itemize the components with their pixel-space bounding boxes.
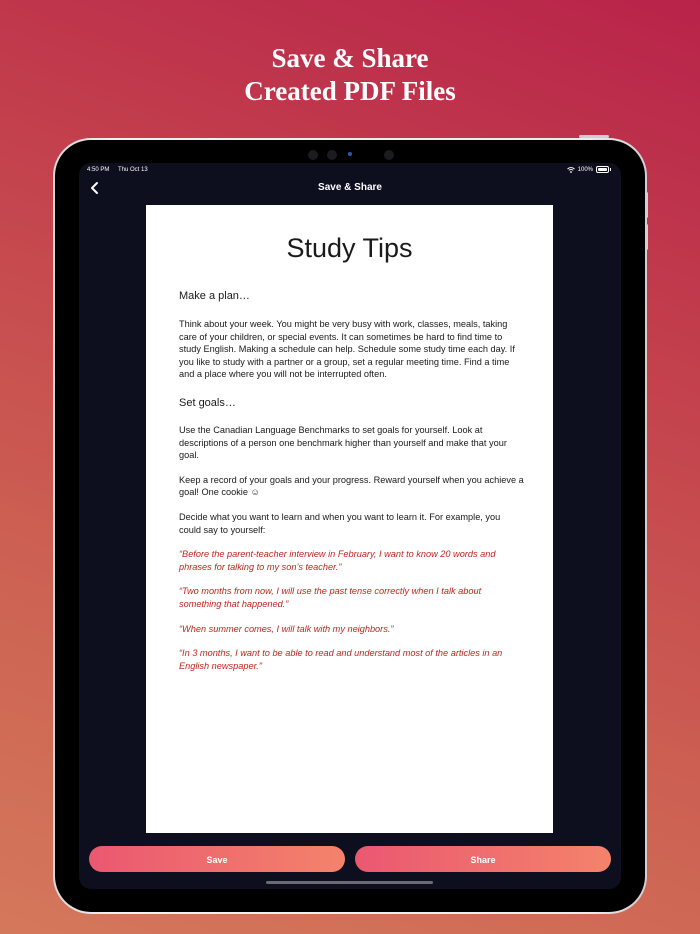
document-body	[179, 289, 524, 684]
camera-lens-icon	[327, 150, 337, 160]
paragraph-goals-1: Use the Canadian Language Benchmarks to set goals for yourself. Look at descriptions of a person one benchmark higher than yourself and make that your goal.	[179, 424, 507, 461]
promo-title-line-2: Created PDF Files	[244, 76, 456, 106]
share-button[interactable]: Share	[355, 846, 611, 872]
pdf-preview[interactable]	[146, 205, 553, 833]
camera-flash-icon	[384, 150, 394, 160]
quote-item: “Before the parent-teacher interview in February, I want to know 20 words and phrases for talking to my son’s teacher.”	[179, 549, 496, 572]
quote-item: “In 3 months, I want to be able to read and understand most of the articles in an English newspaper.”	[179, 648, 503, 671]
document-title: Study Tips	[286, 233, 413, 263]
save-button[interactable]: Save	[89, 846, 345, 872]
battery-percentage: 100%	[577, 166, 593, 173]
quote-item: “When summer comes, I will talk with my neighbors.”	[179, 623, 394, 634]
wifi-icon	[567, 167, 575, 173]
volume-down-button	[645, 224, 648, 250]
section-heading-plan: Make a plan…	[179, 290, 250, 302]
status-date: Thu Oct 13	[118, 167, 148, 173]
top-button	[579, 135, 609, 138]
paragraph-plan: Think about your week. You might be very busy with work, classes, meals, taking care of your children, or special events. It can sometimes be hard to find time to study English. Making a schedule can help. Schedule some study time each day. If you like to study with a partner or a group, set a regular meeting time. Find a time and a place where you will not be interrupted often.	[179, 319, 515, 380]
paragraph-goals-2: Keep a record of your goals and your progress. Reward yourself when you achieve a goal! One cookie ☺	[179, 474, 524, 498]
status-time: 4:50 PM	[87, 167, 110, 173]
status-bar	[79, 163, 621, 177]
camera-sensor-icon	[308, 150, 318, 160]
battery-icon	[596, 166, 609, 173]
paragraph-goals-3: Decide what you want to learn and when you want to learn it. For example, you could say to yourself:	[179, 511, 501, 535]
quote-item: “Two months from now, I will use the past tense correctly when I talk about something that happened.”	[179, 586, 482, 609]
status-indicators	[567, 166, 611, 173]
volume-up-button	[645, 192, 648, 218]
app-screen	[79, 163, 621, 889]
battery-tip	[610, 168, 611, 171]
battery-level	[598, 168, 607, 171]
section-heading-goals: Set goals…	[179, 396, 236, 409]
action-bar	[79, 846, 621, 872]
home-indicator[interactable]	[266, 881, 433, 884]
camera-indicator-icon	[348, 152, 352, 156]
nav-title: Save & Share	[318, 182, 382, 193]
promo-title-line-1: Save & Share	[271, 43, 429, 73]
